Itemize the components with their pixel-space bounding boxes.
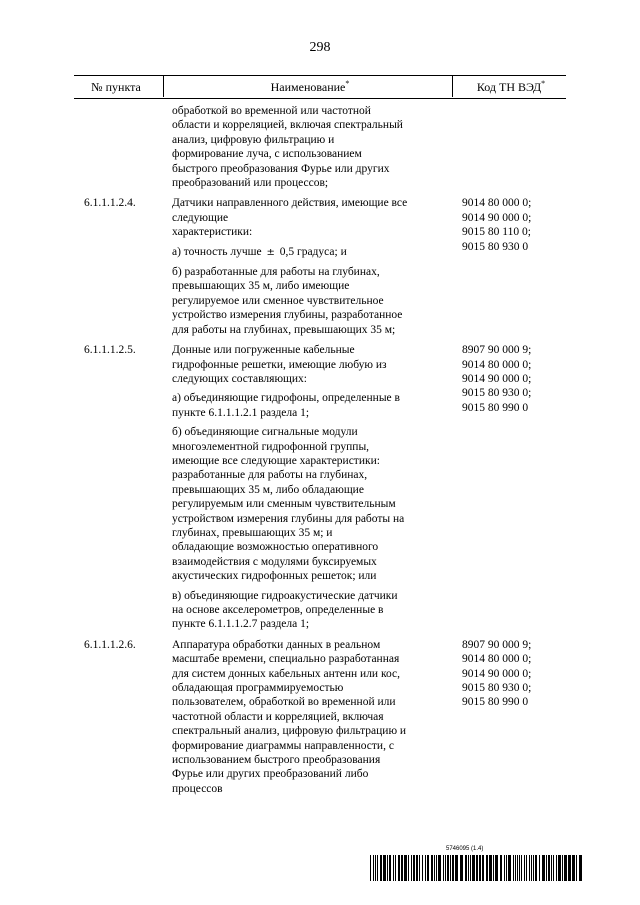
- plus-minus-sign: ±: [266, 246, 275, 258]
- text-line: взаимодействия с модулями буксируемых: [172, 555, 377, 568]
- barcode-bar: [535, 855, 537, 881]
- text-line: обладающая программируемостью: [172, 682, 344, 695]
- barcode: [370, 855, 582, 881]
- barcode-bar: [393, 855, 394, 881]
- barcode-bar: [515, 855, 516, 881]
- barcode-bar: [452, 855, 454, 881]
- barcode-bar: [519, 855, 520, 881]
- row-paragraph: [172, 589, 444, 632]
- header-divider-1: [163, 75, 164, 97]
- barcode-bar: [579, 855, 582, 881]
- text-line: б) разработанные для работы на глубинах,: [172, 266, 380, 279]
- text-line: Донные или погруженные кабельные: [172, 344, 355, 357]
- barcode-bar: [413, 855, 415, 881]
- text-line: быстрого преобразования Фурье или других: [172, 162, 390, 175]
- barcode-bar: [468, 855, 469, 881]
- barcode-bar: [506, 855, 507, 881]
- barcode-bar: [389, 855, 391, 881]
- barcode-bar: [529, 855, 530, 881]
- text-line: области и корреляцией, включая спектральный: [172, 119, 403, 132]
- row-name: [172, 104, 444, 190]
- row-paragraph: [172, 104, 444, 190]
- barcode-area: [370, 846, 582, 882]
- row-paragraph: [172, 343, 444, 386]
- text-line: многоэлементной гидрофонной группы,: [172, 440, 370, 453]
- text-line: регулируемое или сменное чувствительное: [172, 294, 384, 307]
- barcode-bar: [546, 855, 547, 881]
- barcode-bar: [434, 855, 435, 881]
- code-value: 9015 80 110 0;: [462, 226, 531, 239]
- barcode-bar: [470, 855, 471, 881]
- barcode-bar: [427, 855, 429, 881]
- text-line: пользователем, обработкой во временной или: [172, 696, 396, 709]
- table-body: [74, 104, 566, 802]
- barcode-bar: [445, 855, 446, 881]
- header-name: [170, 80, 450, 95]
- table-row: [74, 196, 566, 337]
- text-line: превышающих 35 м, либо имеющие: [172, 280, 350, 293]
- barcode-bar: [521, 855, 522, 881]
- barcode-bar: [486, 855, 488, 881]
- barcode-bar: [513, 855, 514, 881]
- row-codes: [462, 343, 562, 415]
- barcode-bar: [419, 855, 420, 881]
- barcode-bar: [401, 855, 403, 881]
- row-paragraph: [172, 245, 444, 260]
- text-fragment: а) точность лучше: [172, 245, 262, 258]
- text-line: превышающих 35 м, либо обладающие: [172, 483, 364, 496]
- barcode-bar: [387, 855, 388, 881]
- barcode-bar: [443, 855, 444, 881]
- barcode-bar: [370, 855, 371, 881]
- row-num: 6.1.1.1.2.6.: [84, 638, 136, 651]
- text-line: акустических гидрофонных решеток; или: [172, 570, 377, 583]
- barcode-bar: [556, 855, 557, 881]
- barcode-bar: [476, 855, 478, 881]
- barcode-bar: [436, 855, 437, 881]
- barcode-bar: [531, 855, 532, 881]
- barcode-bar: [482, 855, 484, 881]
- barcode-bar: [500, 855, 502, 881]
- barcode-bar: [404, 855, 407, 881]
- row-paragraph: [172, 196, 444, 239]
- header-code: [456, 80, 566, 95]
- page-number: 298: [309, 40, 331, 55]
- code-value: 8907 90 000 9;: [462, 344, 532, 357]
- table-header: [74, 75, 566, 99]
- table-row: [74, 104, 566, 190]
- barcode-bar: [495, 855, 498, 881]
- header-name-star: *: [345, 79, 350, 88]
- barcode-bar: [539, 855, 540, 881]
- barcode-bar: [542, 855, 545, 881]
- code-value: 8907 90 000 9;: [462, 638, 532, 651]
- barcode-bar: [465, 855, 467, 881]
- row-name: [172, 343, 444, 632]
- text-line: следующие: [172, 211, 229, 224]
- text-line: устройством измерения глубины для работы на: [172, 512, 405, 525]
- row-paragraph: [172, 265, 444, 337]
- barcode-bar: [425, 855, 426, 881]
- barcode-bar: [551, 855, 552, 881]
- row-name: [172, 638, 444, 796]
- row-num: 6.1.1.1.2.5.: [84, 344, 136, 357]
- text-line: Датчики направленного действия, имеющие все: [172, 197, 408, 210]
- barcode-bar: [508, 855, 511, 881]
- text-line: Аппаратура обработки данных в реальном: [172, 638, 381, 651]
- text-line: формирование луча, с использованием: [172, 148, 362, 161]
- text-line: а) объединяющие гидрофоны, определенные в: [172, 392, 400, 405]
- code-value: 9014 90 000 0;: [462, 211, 532, 224]
- barcode-bar: [493, 855, 494, 881]
- code-value: 9014 80 000 0;: [462, 358, 532, 371]
- code-value: 9015 80 930 0: [462, 240, 529, 253]
- barcode-bar: [416, 855, 418, 881]
- barcode-bar: [383, 855, 386, 881]
- code-value: 9015 80 990 0: [462, 401, 529, 414]
- barcode-bar: [489, 855, 492, 881]
- barcode-bar: [411, 855, 412, 881]
- text-line: характеристики:: [172, 226, 253, 239]
- row-codes: [462, 638, 562, 710]
- table-row: [74, 343, 566, 632]
- barcode-bar: [450, 855, 451, 881]
- text-line: пункте 6.1.1.1.2.7 раздела 1;: [172, 618, 310, 631]
- text-line: использованием быстрого преобразования: [172, 754, 381, 767]
- text-line: процессов: [172, 782, 223, 795]
- barcode-bar: [564, 855, 567, 881]
- table-row: [74, 638, 566, 796]
- code-value: 9015 80 930 0;: [462, 387, 532, 400]
- text-line: на основе акселерометров, определенные в: [172, 604, 384, 616]
- code-value: 9014 80 000 0;: [462, 197, 532, 210]
- text-line: для работы на глубинах, превышающих 35 м;: [172, 323, 396, 336]
- text-line: Фурье или других преобразований либо: [172, 768, 369, 781]
- text-line: в) объединяющие гидроакустические датчики: [172, 589, 398, 602]
- header-name-text: Наименование: [270, 80, 346, 94]
- code-value: 9014 90 000 0;: [462, 372, 532, 385]
- barcode-bar: [524, 855, 525, 881]
- text-line: разработанные для работы на глубинах,: [172, 469, 368, 482]
- barcode-bar: [504, 855, 505, 881]
- code-value: 9014 90 000 0;: [462, 667, 532, 680]
- barcode-bar: [455, 855, 458, 881]
- header-num: № пункта: [91, 80, 141, 94]
- barcode-bar: [395, 855, 396, 881]
- barcode-bar: [408, 855, 409, 881]
- barcode-bar: [472, 855, 475, 881]
- barcode-bar: [526, 855, 527, 881]
- barcode-bar: [568, 855, 571, 881]
- text-line: формирование диаграммы направленности, с: [172, 739, 394, 752]
- row-codes: [462, 196, 562, 254]
- barcode-bar: [533, 855, 534, 881]
- barcode-bar: [562, 855, 563, 881]
- header-code-text: Код ТН ВЭД: [476, 80, 542, 94]
- header-code-star: *: [541, 79, 546, 88]
- barcode-bar: [548, 855, 550, 881]
- text-line: регулируемым или сменным чувствительным: [172, 498, 396, 511]
- barcode-bar: [460, 855, 463, 881]
- barcode-bar: [377, 855, 378, 881]
- barcode-bar: [576, 855, 577, 881]
- barcode-bar: [558, 855, 561, 881]
- text-line: устройство измерения глубины, разработанное: [172, 309, 403, 322]
- barcode-bar: [572, 855, 575, 881]
- text-line: для систем донных кабельных антенн или кос,: [172, 667, 400, 680]
- text-line: спектральный анализ, цифровую фильтрацию и: [172, 725, 407, 738]
- barcode-bar: [431, 855, 433, 881]
- barcode-bar: [398, 855, 400, 881]
- row-num: 6.1.1.1.2.4.: [84, 197, 136, 210]
- barcode-bar: [447, 855, 449, 881]
- barcode-bar: [553, 855, 554, 881]
- code-value: 9015 80 930 0;: [462, 682, 532, 695]
- text-line: преобразований или процессов;: [172, 177, 329, 190]
- text-line: [172, 245, 444, 260]
- barcode-bar: [479, 855, 481, 881]
- code-value: 9015 80 990 0: [462, 696, 529, 709]
- text-line: глубинах, превышающих 35 м; и: [172, 526, 333, 539]
- barcode-label: 5746095 (1.4): [446, 846, 484, 852]
- barcode-bar: [375, 855, 376, 881]
- header-divider-2: [452, 75, 453, 97]
- code-value: 9014 80 000 0;: [462, 653, 532, 666]
- text-line: б) объединяющие сигнальные модули: [172, 426, 358, 439]
- text-line: следующих составляющих:: [172, 372, 307, 385]
- text-fragment: 0,5 градуса; и: [279, 245, 347, 258]
- barcode-bar: [373, 855, 374, 881]
- text-line: анализ, цифровую фильтрацию и: [172, 133, 335, 146]
- barcode-bar: [422, 855, 423, 881]
- row-paragraph: [172, 638, 444, 796]
- text-line: обладающие возможностью оперативного: [172, 541, 379, 554]
- text-line: обработкой во временной или частотной: [172, 105, 371, 117]
- text-line: гидрофонные решетки, имеющие любую из: [172, 358, 387, 371]
- text-line: частотной области и корреляцией, включая: [172, 710, 384, 723]
- barcode-bar: [438, 855, 441, 881]
- barcode-bar: [517, 855, 518, 881]
- row-paragraph: [172, 391, 444, 420]
- row-name: [172, 196, 444, 337]
- text-line: масштабе времени, специально разработанная: [172, 653, 400, 666]
- row-paragraph: [172, 425, 444, 583]
- barcode-bar: [380, 855, 382, 881]
- text-line: пункте 6.1.1.1.2.1 раздела 1;: [172, 406, 310, 419]
- text-line: имеющие все следующие характеристики:: [172, 454, 380, 467]
